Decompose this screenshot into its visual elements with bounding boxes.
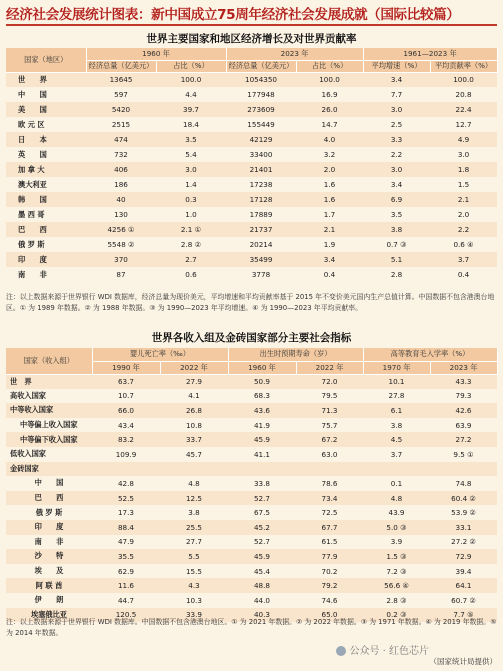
table-cell: 26.8 xyxy=(160,403,228,418)
table-cell: 7.7 xyxy=(390,90,403,99)
table-cell: 71.3 xyxy=(296,403,363,418)
row-label: 世 界 xyxy=(6,72,86,87)
table-cell: 1.0 xyxy=(185,210,197,219)
table-cell: 3.2 xyxy=(323,150,336,159)
table-cell: 52.7 xyxy=(253,537,270,547)
table-cell: 3.0 xyxy=(156,162,226,177)
table-row xyxy=(6,578,497,593)
table-cell: 11.6 xyxy=(92,578,160,593)
table-cell: 6.9 xyxy=(363,192,430,207)
table-cell: 27.7 xyxy=(185,537,202,547)
table-cell: 1.4 xyxy=(185,180,197,189)
table-cell: 6.1 xyxy=(363,403,430,418)
table-cell: 74.8 xyxy=(455,478,472,488)
table-cell: 60.7 ② xyxy=(451,595,476,605)
table-cell: 3.8 xyxy=(390,420,403,430)
table-cell: 79.2 xyxy=(296,578,363,593)
table-cell: 273609 xyxy=(226,102,296,117)
table-row xyxy=(6,132,497,147)
header-infant: 婴儿死亡率（‰） xyxy=(92,348,228,361)
table-cell: 65.0 xyxy=(296,608,363,623)
table-row xyxy=(6,564,497,579)
table-cell: 33.7 xyxy=(160,432,228,447)
table-row xyxy=(6,403,497,418)
table-cell: 33.1 xyxy=(430,520,497,535)
table-row xyxy=(6,462,497,477)
table-cell: 732 xyxy=(114,150,128,159)
row-label: 南 非 xyxy=(18,269,47,279)
table-cell: 25.5 xyxy=(160,520,228,535)
table-cell: 474 xyxy=(86,132,156,147)
table-cell: 67.7 xyxy=(296,520,363,535)
table-cell: 1.5 xyxy=(457,180,470,189)
table-cell: 33.9 xyxy=(160,608,228,623)
table-cell: 13645 xyxy=(86,72,156,87)
table-cell: 20.8 xyxy=(455,90,472,99)
table-cell: 15.5 xyxy=(185,566,202,576)
row-label: 中 国 xyxy=(34,478,64,488)
table-cell: 60.4 ② xyxy=(430,491,497,506)
table-cell: 45.2 xyxy=(228,520,296,535)
table-cell: 21401 xyxy=(226,162,296,177)
table-cell: 3.4 xyxy=(390,180,403,189)
table-cell: 5548 ② xyxy=(107,240,135,249)
table-cell: 2.5 xyxy=(390,120,403,129)
table-cell: 2.8 ③ xyxy=(386,595,407,605)
table-cell: 3.4 xyxy=(296,252,363,267)
table-cell: 68.3 xyxy=(253,391,270,401)
table-cell: 43.9 xyxy=(388,508,405,518)
table-cell: 3.0 xyxy=(363,102,430,117)
table-cell: 3.0 xyxy=(363,162,430,177)
table-cell: 10.8 xyxy=(185,420,202,430)
table-row xyxy=(6,389,497,404)
table-cell: 53.9 ② xyxy=(451,508,476,518)
table-cell: 77.9 xyxy=(296,549,363,564)
table-cell: 2.7 xyxy=(156,252,226,267)
table-cell: 70.2 xyxy=(321,566,338,576)
table-cell: 10.3 xyxy=(185,595,202,605)
table-cell: 43.6 xyxy=(228,403,296,418)
row-label: 印 度 xyxy=(6,252,86,267)
table1-note: 注：以上数据来源于世界银行 WDI 数据库，经济总量为现价美元，平均增速和平均贡献率基于 2015 年不变价美元国内生产总值计算。中国数据不包含港澳台地区。① 为 1989 年数据。② 为 1988 年数据。③ 为 1990—2023 年平均增速。④ 为 1990—2023 年平均贡献率。 xyxy=(6,293,495,312)
table-cell: 4.5 xyxy=(363,432,430,447)
table-cell: 52.7 xyxy=(228,491,296,506)
table-cell: 1.6 xyxy=(296,192,363,207)
table-cell: 39.4 xyxy=(455,566,472,576)
table-cell: 1.8 xyxy=(430,162,497,177)
table-cell: 5.4 xyxy=(185,150,197,159)
header-gdp-2023: 经济总量（亿美元） xyxy=(226,60,296,72)
table-cell: 0.4 xyxy=(457,270,470,279)
table-cell: 64.1 xyxy=(430,578,497,593)
table-cell: 10.7 xyxy=(117,391,134,401)
table-cell: 63.0 xyxy=(321,449,338,459)
table-row xyxy=(6,432,497,447)
header-year: 1970 年 xyxy=(363,361,430,374)
row-label: 澳大利亚 xyxy=(18,179,47,189)
table2-note: 注：以上数据来源于世界银行 WDI 数据库。中国数据不包含港澳台地区。① 为 2021 年数据。② 为 2022 年数据。③ 为 1971 年数据。④ 为 2019 年数据。⑤ 为 2014 年数据。 xyxy=(6,618,497,637)
table-cell: 5420 xyxy=(86,102,156,117)
table-cell: 39.7 xyxy=(156,102,226,117)
table-cell xyxy=(363,462,430,477)
table-row xyxy=(6,535,497,550)
table-cell: 42.6 xyxy=(430,403,497,418)
table-cell: 100.0 xyxy=(430,72,497,87)
header-edu: 高等教育毛入学率（%） xyxy=(363,348,497,361)
row-label: 中等收入国家 xyxy=(6,403,92,418)
table-cell: 177948 xyxy=(247,90,275,99)
table-cell: 40 xyxy=(86,192,156,207)
table-cell: 33400 xyxy=(249,150,273,159)
table-cell xyxy=(160,462,228,477)
table-cell: 79.3 xyxy=(455,391,472,401)
row-label: 中 国 xyxy=(18,89,47,99)
table-cell: 2.8 ② xyxy=(180,240,202,249)
table-cell: 41.1 xyxy=(253,449,270,459)
header-year: 2022 年 xyxy=(296,361,363,374)
table-row xyxy=(6,374,497,389)
table-row xyxy=(6,222,497,237)
table-cell: 35499 xyxy=(226,252,296,267)
table-row xyxy=(6,252,497,267)
table-cell: 20214 xyxy=(249,240,273,249)
table-cell: 5.5 xyxy=(160,549,228,564)
table-cell: 72.5 xyxy=(321,508,338,518)
table-cell: 1.5 ③ xyxy=(363,549,430,564)
table-cell: 61.5 xyxy=(321,537,338,547)
table-cell: 40.3 xyxy=(228,608,296,623)
table-cell: 130 xyxy=(114,210,128,219)
table-cell: 42.8 xyxy=(117,478,134,488)
header-year: 1990 年 xyxy=(92,361,160,374)
table-cell: 12.5 xyxy=(160,491,228,506)
row-label: 高收入国家 xyxy=(10,390,46,400)
row-label: 沙 特 xyxy=(6,549,92,564)
table-cell: 44.7 xyxy=(117,595,134,605)
watermark xyxy=(336,642,429,657)
table-cell: 120.5 xyxy=(92,608,160,623)
table-cell: 4.0 xyxy=(296,132,363,147)
table-cell: 3.5 xyxy=(390,210,403,219)
table-cell: 370 xyxy=(86,252,156,267)
table-cell: 17.3 xyxy=(117,508,134,518)
table-cell: 73.4 xyxy=(296,491,363,506)
table-cell: 43.4 xyxy=(117,420,134,430)
table-cell: 22.4 xyxy=(430,102,497,117)
table-cell: 0.6 ④ xyxy=(453,240,474,249)
table-cell: 0.2 ③ xyxy=(363,608,430,623)
table-cell: 3.7 xyxy=(430,252,497,267)
table-cell: 2.1 xyxy=(430,192,497,207)
table-cell: 56.6 ④ xyxy=(363,578,430,593)
table-cell: 10.1 xyxy=(363,374,430,389)
table-cell: 186 xyxy=(114,180,128,189)
table-cell: 27.8 xyxy=(388,391,405,401)
table-cell: 63.9 xyxy=(455,420,472,430)
table-row xyxy=(6,102,497,117)
table-cell: 12.7 xyxy=(455,120,472,129)
table-cell: 1.6 xyxy=(323,180,336,189)
table-cell: 5.1 xyxy=(363,252,430,267)
row-label: 美 国 xyxy=(6,102,86,117)
table-cell: 0.1 xyxy=(390,478,403,488)
header-share-1960: 占比（%） xyxy=(156,60,226,72)
economy-table xyxy=(6,48,498,282)
table-cell: 43.3 xyxy=(430,374,497,389)
row-label: 加 拿 大 xyxy=(6,162,86,177)
table-cell: 1.9 xyxy=(323,240,336,249)
table-cell: 0.6 xyxy=(185,270,197,279)
table-row xyxy=(6,491,497,506)
row-label: 中等偏上收入国家 xyxy=(20,420,78,430)
table-cell: 45.9 xyxy=(228,432,296,447)
table-cell: 2515 xyxy=(111,120,131,129)
table-cell: 3.4 xyxy=(363,72,430,87)
table-cell: 9.5 ① xyxy=(453,449,474,459)
table-cell: 0.7 ③ xyxy=(386,240,407,249)
table-cell: 42129 xyxy=(226,132,296,147)
header-2023: 2023 年 xyxy=(226,48,363,60)
social-table xyxy=(6,348,498,622)
table-row xyxy=(6,520,497,535)
table-row xyxy=(6,267,497,282)
row-label: 伊 朗 xyxy=(34,595,64,605)
table-cell: 17889 xyxy=(249,210,273,219)
table-cell: 48.8 xyxy=(228,578,296,593)
table-cell: 7.2 ③ xyxy=(386,566,407,576)
table-cell: 2.1 xyxy=(296,222,363,237)
table-row xyxy=(6,447,497,462)
header-life: 出生时预期寿命（岁） xyxy=(228,348,363,361)
table-cell: 78.6 xyxy=(321,478,338,488)
table-cell: 0.3 xyxy=(156,192,226,207)
header-avg: 1961—2023 年 xyxy=(363,48,497,60)
table-cell: 67.5 xyxy=(253,508,270,518)
table-cell: 155449 xyxy=(247,120,275,129)
table-cell: 3.0 xyxy=(457,150,470,159)
row-label: 埃塞俄比亚 xyxy=(6,608,92,623)
header-year: 2023 年 xyxy=(430,361,497,374)
table-cell: 27.2 xyxy=(430,432,497,447)
source-credit: （国家统计局提供） xyxy=(429,657,497,666)
table-cell: 33.8 xyxy=(253,478,270,488)
table-cell: 45.4 xyxy=(253,566,270,576)
table-cell: 27.9 xyxy=(160,374,228,389)
table2-title: 世界各收入组及金砖国家部分主要社会指标 xyxy=(151,332,352,344)
table-cell: 3.8 xyxy=(188,508,200,518)
row-label: 印 度 xyxy=(6,520,92,535)
header-share-2023: 占比（%） xyxy=(296,60,363,72)
table-cell: 3.8 xyxy=(363,222,430,237)
table-cell: 45.9 xyxy=(228,549,296,564)
table-cell: 109.9 xyxy=(115,449,137,459)
table-cell: 3.5 xyxy=(156,132,226,147)
table-cell: 41.9 xyxy=(253,420,270,430)
table-cell: 67.2 xyxy=(296,432,363,447)
table-cell: 1054350 xyxy=(226,72,296,87)
header-year: 2022 年 xyxy=(160,361,228,374)
row-label: 日 本 xyxy=(6,132,86,147)
table-cell: 2.1 ① xyxy=(156,222,226,237)
table-cell: 21737 xyxy=(226,222,296,237)
table-cell: 50.9 xyxy=(228,374,296,389)
table-cell: 83.2 xyxy=(92,432,160,447)
table-cell: 63.7 xyxy=(92,374,160,389)
table-row xyxy=(6,87,497,102)
table-cell: 2.8 xyxy=(390,270,403,279)
table-cell xyxy=(228,462,296,477)
row-label: 金砖国家 xyxy=(6,462,92,477)
table-row xyxy=(6,476,497,491)
table-row xyxy=(6,549,497,564)
table-cell: 3.7 xyxy=(390,449,403,459)
row-label: 韩 国 xyxy=(6,192,86,207)
wechat-icon xyxy=(336,646,346,656)
table-cell: 0.4 xyxy=(323,270,336,279)
table-row xyxy=(6,237,497,252)
table-cell: 44.0 xyxy=(253,595,270,605)
row-label: 巴 西 xyxy=(6,491,92,506)
table-cell: 45.7 xyxy=(185,449,202,459)
table-cell: 52.5 xyxy=(92,491,160,506)
header-country: 国家（地区） xyxy=(6,48,86,72)
table-cell: 26.0 xyxy=(296,102,363,117)
table-cell: 597 xyxy=(114,90,128,99)
table-cell: 4.8 xyxy=(188,478,200,488)
table-cell: 2.0 xyxy=(296,162,363,177)
table-cell: 4.8 xyxy=(363,491,430,506)
table-cell: 4256 ① xyxy=(86,222,156,237)
header-growth: 平均增速（%） xyxy=(363,60,430,72)
table-cell: 100.0 xyxy=(296,72,363,87)
page-title: 经济社会发展统计图表：新中国成立75周年经济社会发展成就（国际比较篇） xyxy=(6,7,460,23)
row-label: 俄 罗 斯 xyxy=(18,239,45,249)
table-cell: 16.9 xyxy=(321,90,338,99)
table-cell xyxy=(296,462,363,477)
header-1960: 1960 年 xyxy=(86,48,226,60)
row-label: 低收入国家 xyxy=(10,449,46,459)
table-cell: 87 xyxy=(116,270,126,279)
header-gdp-1960: 经济总量（亿美元） xyxy=(86,60,156,72)
title-divider xyxy=(6,24,497,26)
table-cell: 72.0 xyxy=(296,374,363,389)
table-cell: 88.4 xyxy=(92,520,160,535)
table-row xyxy=(6,505,497,520)
row-label: 埃 及 xyxy=(34,566,64,576)
table-row xyxy=(6,147,497,162)
header-country-group: 国家（收入组） xyxy=(6,348,92,374)
table-cell: 4.4 xyxy=(185,90,197,99)
table-row xyxy=(6,418,497,433)
table-cell: 75.7 xyxy=(321,420,338,430)
watermark-text: 公众号 · 红色芯片 xyxy=(349,646,429,657)
table-row xyxy=(6,117,497,132)
table-cell: 3.9 xyxy=(390,537,403,547)
table-cell: 17128 xyxy=(226,192,296,207)
row-label: 俄 罗 斯 xyxy=(35,507,63,517)
table-cell: 74.6 xyxy=(321,595,338,605)
table-cell: 47.9 xyxy=(117,537,134,547)
row-label: 世 界 xyxy=(6,374,92,389)
row-label: 南 非 xyxy=(34,536,64,546)
table-row xyxy=(6,192,497,207)
row-label: 中等偏下收入国家 xyxy=(6,432,92,447)
table-row xyxy=(6,177,497,192)
table-cell: 2.2 xyxy=(390,150,403,159)
row-label: 英 国 xyxy=(18,149,47,159)
table-cell: 79.5 xyxy=(321,391,338,401)
table1-title: 世界主要国家和地区经济增长及对世界贡献率 xyxy=(146,33,357,45)
table-cell: 17238 xyxy=(249,180,273,189)
table-cell: 7.7 ⑤ xyxy=(430,608,497,623)
row-label: 巴 西 xyxy=(6,222,86,237)
row-label: 欧 元 区 xyxy=(18,119,45,129)
table-cell: 2.0 xyxy=(457,210,470,219)
table-cell: 14.7 xyxy=(321,120,338,129)
table-cell: 35.5 xyxy=(92,549,160,564)
table-row xyxy=(6,593,497,608)
row-label: 阿 联 酋 xyxy=(6,578,92,593)
table-cell: 72.9 xyxy=(430,549,497,564)
table-cell: 4.9 xyxy=(430,132,497,147)
table-cell: 27.2 ② xyxy=(451,537,476,547)
table-cell: 62.9 xyxy=(117,566,134,576)
table-cell: 100.0 xyxy=(156,72,226,87)
table-cell xyxy=(430,462,497,477)
table-cell: 4.1 xyxy=(188,391,200,401)
table-cell: 406 xyxy=(86,162,156,177)
table-cell: 18.4 xyxy=(183,120,200,129)
table-cell: 66.0 xyxy=(92,403,160,418)
table-cell: 4.3 xyxy=(160,578,228,593)
table-cell: 5.0 ③ xyxy=(363,520,430,535)
table-cell: 2.2 xyxy=(430,222,497,237)
table-cell xyxy=(92,462,160,477)
header-year: 1960 年 xyxy=(228,361,296,374)
table-cell: 3.3 xyxy=(363,132,430,147)
table-row xyxy=(6,72,497,87)
table-row xyxy=(6,207,497,222)
table-cell: 1.7 xyxy=(323,210,336,219)
header-contrib: 平均贡献率（%） xyxy=(430,60,497,72)
row-label: 墨 西 哥 xyxy=(18,209,45,219)
table-cell: 3778 xyxy=(251,270,271,279)
table-row xyxy=(6,162,497,177)
